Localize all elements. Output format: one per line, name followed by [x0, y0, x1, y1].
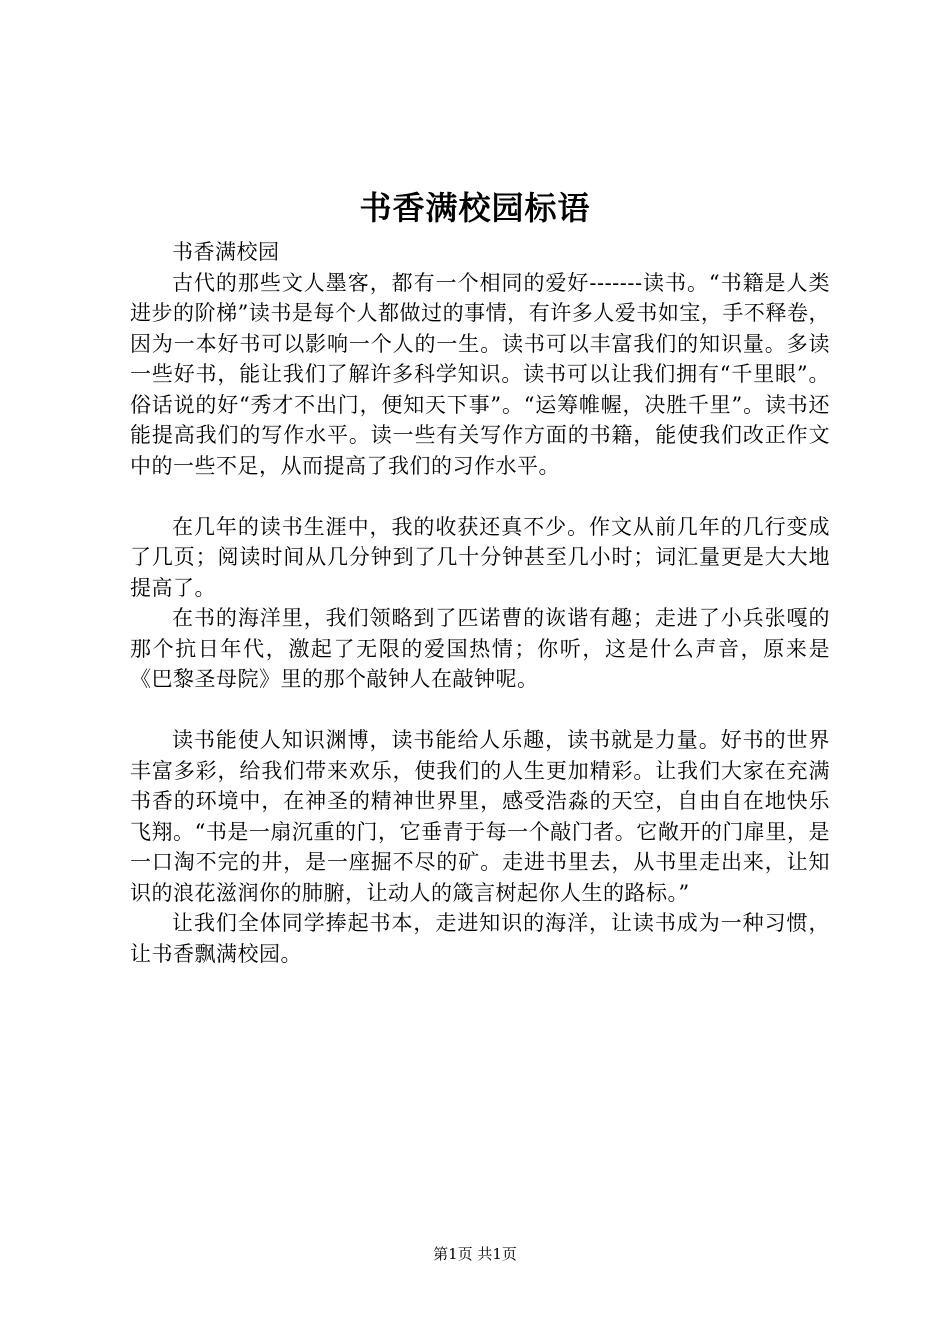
paragraph-2: 在几年的读书生涯中，我的收获还真不少。作文从前几年的几行变成了几页；阅读时间从几分钟到了几十分钟甚至几小时；词汇量更是大大地提高了。 [130, 514, 830, 600]
document-title: 书香满校园标语 [359, 189, 591, 227]
document-subtitle: 书香满校园 [172, 240, 280, 264]
paragraph-1: 古代的那些文人墨客，都有一个相同的爱好-------读书。“书籍是人类进步的阶梯”读书是每个人都做过的事情，有许多人爱书如宝，手不释卷，因为一本好书可以影响一个人的一生。读书可以丰富我们的知识量。多读一些好书，能让我们了解许多科学知识。读书可以让我们拥有“千里眼”。俗话说的好“秀才不出门，便知天下事”。“运筹帷幄，决胜千里”。读书还能提高我们的写作水平。读一些有关写作方面的书籍，能使我们改正作文中的一些不足，从而提高了我们的习作水平。 [130, 270, 830, 478]
paragraph-4: 读书能使人知识渊博，读书能给人乐趣，读书就是力量。好书的世界丰富多彩，给我们带来欢乐，使我们的人生更加精彩。让我们大家在充满书香的环境中，在神圣的精神世界里，感受浩淼的天空，自由自在地快乐飞翔。“书是一扇沉重的门，它垂青于每一个敲门者。它敞开的门扉里，是一口淘不完的井，是一座掘不尽的矿。走进书里去，从书里走出来，让知识的浪花滋润你的肺腑，让动人的箴言树起你人生的路标。” [130, 728, 830, 905]
paragraph-3: 在书的海洋里，我们领略到了匹诺曹的诙谐有趣；走进了小兵张嘎的那个抗日年代，激起了无限的爱国热情；你听，这是什么声音，原来是《巴黎圣母院》里的那个敲钟人在敲钟呢。 [130, 606, 830, 691]
paragraph-5: 让我们全体同学捧起书本，走进知识的海洋，让读书成为一种习惯，让书香飘满校园。 [130, 911, 830, 966]
page-footer: 第1页 共1页 [433, 1245, 517, 1263]
document-body [130, 237, 830, 969]
